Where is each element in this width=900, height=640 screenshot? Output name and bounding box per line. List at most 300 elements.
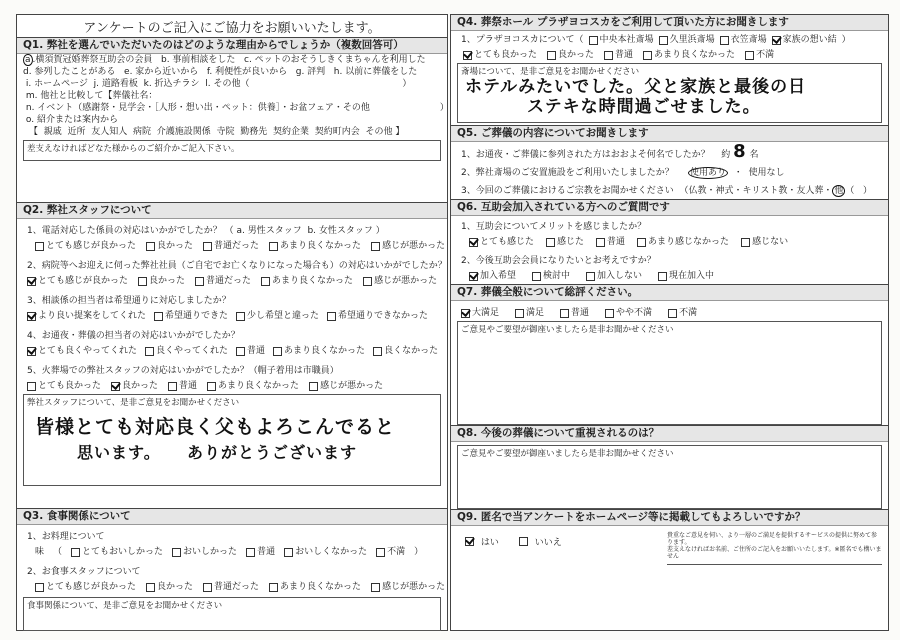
q6-q2-opt2-label: 検討中 [543, 271, 571, 281]
checkbox-icon [35, 583, 44, 592]
checkbox-icon [145, 347, 154, 356]
q2-heading: Q2. 弊社スタッフについて [17, 203, 447, 219]
q4-q1-opt4-label: あまり良くなかった [654, 50, 736, 60]
q1-line2 [17, 66, 447, 78]
q2-q1-opt2-label: 良かった [157, 241, 194, 251]
q2-q5-opt1-label: とても良かった [38, 381, 102, 391]
hall-chuo-label: 中央本社斎場 [599, 35, 654, 45]
q1-line6 [17, 114, 447, 126]
checkbox-icon [146, 583, 155, 592]
q9-note [667, 532, 882, 565]
q2-q5-opt3-label: 普通 [179, 381, 198, 391]
religion-open: （ [679, 186, 689, 196]
q2-q5-opt2[interactable] [111, 380, 158, 392]
q6-q2-opt3-label: 加入しない [597, 271, 643, 281]
q1-option-d[interactable]: d. 参列したことがある [23, 67, 116, 77]
referral-contract-town[interactable]: 契約町内会 [314, 127, 360, 137]
q6-q1-opt4[interactable] [637, 236, 729, 248]
q6-q1-opt3-label: 普通 [607, 237, 626, 247]
referral-neighbors[interactable]: 近所 [67, 127, 86, 137]
q1-line4 [17, 90, 447, 102]
checkbox-icon [154, 312, 163, 321]
referral-workplace[interactable]: 勤務先 [240, 127, 268, 137]
checkbox-icon [236, 312, 245, 321]
q2-q1-opt4[interactable] [269, 240, 361, 252]
q6-q1-opt1-label: とても感じた [480, 237, 535, 247]
referral-contract-company[interactable]: 契約企業 [273, 127, 310, 137]
q1-heading: Q1. 弊社を選んでいただいたのはどのような理由からでしょうか（複数回答可） [17, 38, 447, 54]
q2-q2-opt1[interactable] [27, 275, 128, 287]
q3-q2-opt5[interactable] [371, 581, 445, 593]
checkbox-icon [371, 583, 380, 592]
q1-line3 [17, 78, 447, 90]
q9-row [451, 526, 888, 565]
q2-q4-opt2-label: 良くやってくれた [156, 346, 229, 356]
q4-q1-opt5-label: 不満 [756, 50, 775, 60]
q4-comment-box[interactable] [457, 63, 882, 123]
q2-question3: 3、相談係の担当者は希望通りに対応しましたか？ [27, 296, 231, 306]
religion-buddhism[interactable]: 仏教 [688, 186, 707, 196]
q3-q1-close: ） [414, 547, 424, 557]
q3-q2-opt5-label: 感じが悪かった [382, 582, 446, 592]
q2-q4-opt5[interactable] [373, 345, 438, 357]
q3-q2-opt1-label: とても感じが良かった [46, 582, 137, 592]
q2-q1-opt2[interactable] [146, 240, 193, 252]
q6-q1-opt1[interactable] [469, 236, 534, 248]
facility-separator: ・ [733, 168, 743, 178]
q7-options [451, 307, 888, 319]
checkbox-icon [596, 238, 605, 247]
checkbox-icon [71, 548, 80, 557]
q2-q4-opt1-label: とても良くやってくれた [38, 346, 138, 356]
q2-q4-opt5-label: 良くなかった [384, 346, 439, 356]
q2-q5-opt3[interactable] [168, 380, 197, 392]
q3-q1-opt5[interactable] [376, 546, 405, 558]
q4-question1 [451, 34, 888, 46]
q2-q2-opt2[interactable] [138, 275, 185, 287]
q2-q3-opt3-label: 少し希望と違った [247, 311, 320, 321]
q1-option-h[interactable]: h. 以前に葬儀をした [333, 67, 418, 77]
q5-question2 [451, 167, 888, 179]
religion-others-list[interactable]: ・神式・キリスト教・友人葬・ [706, 186, 833, 196]
checkbox-checked-icon [461, 309, 470, 318]
q9-no[interactable] [519, 535, 562, 548]
q2-question1: 1、電話対応した係員の対応はいかがでしたか？ （ a. 男性スタッフ b. 女性スタッフ ） [27, 226, 385, 236]
q1-option-a-label: .横須賀冠婚葬祭互助会の会員 [32, 55, 153, 65]
q5-question3-text: 3、今回のご葬儀におけるご宗教をお聞かせください [461, 186, 674, 196]
religion-other[interactable]: 他 [834, 186, 844, 196]
checkbox-icon [637, 238, 646, 247]
q2-handwriting-line2 [27, 440, 437, 466]
q1-section [17, 38, 447, 203]
checkbox-icon [741, 238, 750, 247]
q1-line5 [17, 102, 447, 114]
q3-q1-opt5-label: 不満 [387, 547, 406, 557]
q2-q2-opt5[interactable] [363, 275, 437, 287]
q1-comment-label: 差支えなければどなた様からのご紹介かご記入下さい。 [27, 144, 240, 154]
q9-note-line2: 差支えなければお名前、ご住所のご記入をお願いいたします。※匿名でも構いません [667, 546, 882, 560]
q1-line7 [17, 126, 447, 138]
q4-handwriting-line2: ステキな時間過ごせました。 [527, 97, 761, 117]
q3-q2-opt3-label: 普通だった [214, 582, 260, 592]
q4-comment-label: 斎場について、是非ご意見をお聞かせください [461, 67, 640, 77]
form-title: アンケートのご記入にご協力をお願いいたします。 [17, 15, 447, 38]
hall-kinugasa-label: 衣笠斎場 [730, 35, 767, 45]
referral-friends[interactable]: 友人知人 [91, 127, 128, 137]
q2-q4-opt3-label: 普通 [247, 346, 266, 356]
q7-opt5[interactable] [668, 307, 697, 319]
q2-q1-opt1[interactable] [35, 240, 136, 252]
q6-q1-opt3[interactable] [596, 236, 625, 248]
q1-option-a[interactable]: a [25, 55, 31, 65]
q2-q2-opt3[interactable] [195, 275, 251, 287]
q2-comment-label: 弊社スタッフについて、是非ご意見をお聞かせください [27, 398, 240, 408]
q2-comment-box[interactable] [23, 394, 441, 486]
q9-yes[interactable] [465, 535, 499, 548]
q3-q2-opt4[interactable] [269, 581, 361, 593]
q2-q3-opt3[interactable] [236, 310, 319, 322]
checkbox-icon [371, 242, 380, 251]
checkbox-icon [246, 548, 255, 557]
religion-other-open: （ [845, 186, 855, 196]
checkbox-checked-icon [27, 277, 36, 286]
facility-used[interactable]: 使用あり [690, 168, 727, 178]
q2-q4-opt4[interactable] [273, 345, 365, 357]
q9-heading: Q9. 匿名で当アンケートをホームページ等に掲載してもよろしいですか？ [451, 510, 888, 526]
q3-q2-opt3[interactable] [203, 581, 259, 593]
checkbox-icon [284, 548, 293, 557]
q8-comment-label: ご意見やご要望が御座いましたら是非お聞かせください [461, 449, 674, 459]
checkbox-icon [668, 309, 677, 318]
checkbox-icon [658, 272, 667, 281]
q3-q1-opt4[interactable] [284, 546, 367, 558]
q4-question1-text: 1、プラザヨコスカについて（ [461, 35, 584, 45]
q3-question1: 1、お料理について [27, 532, 105, 542]
approx-label: 約 [721, 150, 731, 160]
q7-opt2-label: 満足 [526, 308, 545, 318]
checkbox-icon [745, 51, 754, 60]
checkbox-checked-icon [27, 312, 36, 321]
q2-q1-opt5-label: 感じが悪かった [382, 241, 446, 251]
q4-q1-options [451, 49, 888, 61]
q3-heading: Q3. 食事関係について [17, 509, 447, 525]
q1-option-j[interactable]: j. 道路看板 [93, 79, 138, 89]
q3-section [17, 509, 447, 631]
q1-option-n[interactable]: n. イベント（感謝祭・見学会・［人形・想い出・ペット：供養］・お盆フェア・その他 [25, 103, 370, 113]
q2-q4-opt1[interactable] [27, 345, 137, 357]
checkbox-checked-icon [27, 347, 36, 356]
checkbox-checked-icon [772, 36, 781, 45]
checkbox-icon [172, 548, 181, 557]
q3-q1-opt2[interactable] [172, 546, 237, 558]
checkbox-checked-icon [463, 51, 472, 60]
hall-chuo[interactable] [589, 34, 654, 46]
q1-option-o[interactable]: o. 紹介または案内から [25, 115, 118, 125]
q3-q2-opt2-label: 良かった [157, 582, 194, 592]
checkbox-icon [605, 309, 614, 318]
q2-q2-opt4[interactable] [261, 275, 353, 287]
q3-q1-opt2-label: おいしかった [183, 547, 238, 557]
q1-option-g[interactable]: g. 評判 [295, 67, 326, 77]
q2-q4-opt2[interactable] [145, 345, 228, 357]
q2-question5: 5、火葬場での弊社スタッフの対応はいかがでしたか？（帽子着用は市職員） [27, 366, 339, 376]
q2-q5-opt5[interactable] [309, 380, 383, 392]
q2-q5-opt1[interactable] [27, 380, 101, 392]
hall-kurihama-label: 久里浜斎場 [669, 35, 715, 45]
checkbox-icon [207, 382, 216, 391]
q1-option-n-close: ） [439, 103, 449, 113]
q2-q5-opt2-label: 良かった [122, 381, 159, 391]
q5-question1 [451, 141, 888, 162]
q2-q3-options [17, 310, 447, 322]
q6-question1: 1、互助会についてメリットを感じましたか？ [461, 222, 647, 232]
referral-relatives[interactable]: 親戚 [43, 127, 62, 137]
q6-q2-opt4-label: 現在加入中 [669, 271, 715, 281]
q3-q1-opt1-label: とてもおいしかった [82, 547, 164, 557]
q1-option-i[interactable]: i. ホームページ [25, 79, 88, 89]
checkbox-icon [589, 36, 598, 45]
q3-q1-opt4-label: おいしくなかった [295, 547, 368, 557]
checkbox-icon [519, 537, 528, 546]
q7-opt3[interactable] [560, 307, 589, 319]
q6-q2-opt3[interactable] [586, 270, 642, 282]
right-column [450, 14, 889, 631]
checkbox-icon [376, 548, 385, 557]
checkbox-icon [532, 272, 541, 281]
q2-q4-opt4-label: あまり良くなかった [284, 346, 366, 356]
q2-q1-opt4-label: あまり良くなかった [280, 241, 362, 251]
q2-q2-opt5-label: 感じが悪かった [374, 276, 438, 286]
q3-q2-opt1[interactable] [35, 581, 136, 593]
referral-temple[interactable]: 寺院 [216, 127, 235, 137]
q2-q3-opt4-label: 希望通りできなかった [338, 311, 429, 321]
checkbox-icon [261, 277, 270, 286]
q8-heading: Q8. 今後の葬儀について重視されるのは？ [451, 426, 888, 442]
q2-q5-opt5-label: 感じが悪かった [320, 381, 384, 391]
q4-q1-opt2[interactable] [547, 49, 594, 61]
q6-q2-opt1[interactable] [469, 270, 516, 282]
q9-section [451, 510, 888, 610]
q7-opt1[interactable] [461, 307, 499, 319]
q2-q1-opt3-label: 普通だった [214, 241, 260, 251]
q3-q1-opt3[interactable] [246, 546, 275, 558]
q7-opt4[interactable] [605, 307, 652, 319]
q3-q1-options: 味 （ とてもおいしかった おいしかった 普通 おいしくなかった 不満 ） [35, 547, 424, 557]
checkbox-icon [203, 242, 212, 251]
q7-section [451, 285, 888, 426]
q2-q5-opt4-label: あまり良くなかった [218, 381, 300, 391]
checkbox-icon [643, 51, 652, 60]
q7-comment-label: ご意見やご要望が御座いましたら是非お聞かせください [461, 325, 674, 335]
q6-q1-options [451, 236, 888, 248]
q4-section [451, 15, 888, 126]
checkbox-icon [327, 312, 336, 321]
q1-option-f[interactable]: f. 利便性が良いから [206, 67, 288, 77]
unit-label: 名 [749, 150, 759, 160]
q6-q2-opt1-label: 加入希望 [480, 271, 517, 281]
q6-heading: Q6. 互助会加入されている方へのご質問です [451, 200, 888, 216]
q6-q1-opt2-label: 感じた [557, 237, 585, 247]
checkbox-icon [35, 242, 44, 251]
referral-hospital[interactable]: 病院 [133, 127, 152, 137]
q1-option-m[interactable]: m. 他社と比較して【葬儀社名： [25, 91, 158, 101]
q3-comment-label: 食事関係について、是非ご意見をお聞かせください [27, 601, 223, 611]
checkbox-icon [720, 36, 729, 45]
q4-q1-opt5[interactable] [745, 49, 774, 61]
checkbox-icon [363, 277, 372, 286]
q1-option-c[interactable]: c. ペットのおそうしきくまちゃんを利用した [244, 55, 426, 65]
q6-q1-opt2[interactable] [546, 236, 584, 248]
hall-close: ） [841, 35, 851, 45]
checkbox-checked-icon [465, 537, 474, 546]
checkbox-icon [546, 238, 555, 247]
q6-question2: 2、今後互助会会員になりたいとお考えですか？ [461, 256, 656, 266]
q2-handwriting-line3: ありがとうございます [187, 443, 358, 462]
facility-not-used[interactable]: 使用なし [748, 168, 785, 178]
checkbox-checked-icon [111, 382, 120, 391]
checkbox-icon [269, 242, 278, 251]
q4-q1-opt3-label: 普通 [615, 50, 634, 60]
q3-q2-options [17, 581, 447, 593]
q3-q2-opt2[interactable] [146, 581, 193, 593]
q7-comment-box[interactable] [457, 321, 882, 425]
q1-line1 [17, 54, 447, 66]
q4-heading: Q4. 葬祭ホール プラザヨコスカをご利用して頂いた方にお聞きします [451, 15, 888, 31]
q3-comment-box[interactable] [23, 597, 441, 631]
q2-q2-opt3-label: 普通だった [206, 276, 252, 286]
q6-q1-opt5[interactable] [741, 236, 788, 248]
q9-name-line[interactable] [667, 560, 882, 565]
q8-section [451, 426, 888, 510]
q2-q2-opt1-label: とても感じが良かった [38, 276, 129, 286]
q2-q3-opt1[interactable] [27, 310, 146, 322]
checkbox-icon [168, 382, 177, 391]
q6-q1-opt4-label: あまり感じなかった [648, 237, 730, 247]
hall-kazoku-label: 家族の想い結 [782, 35, 837, 45]
q1-comment-box[interactable] [23, 140, 441, 161]
q1-option-l[interactable]: l. その他（ [205, 79, 250, 89]
q4-q1-opt3[interactable] [604, 49, 633, 61]
q3-q1-opt3-label: 普通 [257, 547, 276, 557]
q2-q5-options [17, 380, 447, 392]
q4-q1-opt1-label: とても良かった [474, 50, 538, 60]
q9-no-label: いいえ [534, 538, 562, 548]
q2-q2-options [17, 275, 447, 287]
q1-option-e[interactable]: e. 家から近いから [124, 67, 199, 77]
checkbox-icon [515, 309, 524, 318]
q2-q2-opt4-label: あまり良くなかった [272, 276, 354, 286]
checkbox-icon [203, 583, 212, 592]
q7-opt1-label: 大満足 [472, 308, 500, 318]
q2-q4-options [17, 345, 447, 357]
q2-q3-opt4[interactable] [327, 310, 428, 322]
bracket-close: 】 [395, 127, 405, 137]
q4-q1-opt2-label: 良かった [558, 50, 595, 60]
staff-close: ） [375, 226, 385, 236]
q5-question2-text: 2、弊社斎場のご安置施設をご利用いたしましたか？ [461, 168, 674, 178]
checkbox-checked-icon [469, 272, 478, 281]
taste-label: 味 [35, 547, 45, 557]
checkbox-icon [659, 36, 668, 45]
q2-q3-opt2[interactable] [154, 310, 228, 322]
referral-care-facility[interactable]: 介護施設関係 [156, 127, 211, 137]
checkbox-checked-icon [469, 238, 478, 247]
q1-option-k[interactable]: k. 折込チラシ [143, 79, 200, 89]
q6-q2-opt4[interactable] [658, 270, 714, 282]
q7-opt4-label: やや不満 [616, 308, 653, 318]
checkbox-icon [586, 272, 595, 281]
checkbox-icon [309, 382, 318, 391]
q2-q1-opt5[interactable] [371, 240, 445, 252]
checkbox-icon [146, 242, 155, 251]
q7-opt5-label: 不満 [679, 308, 698, 318]
q2-q2-opt2-label: 良かった [149, 276, 186, 286]
q5-section [451, 126, 888, 200]
bracket-open: 【 [29, 127, 39, 137]
q2-q5-opt4[interactable] [207, 380, 299, 392]
q2-section [17, 203, 447, 509]
q7-heading: Q7. 葬儀全般について総評ください。 [451, 285, 888, 301]
hall-kazoku[interactable] [772, 34, 837, 46]
checkbox-icon [273, 347, 282, 356]
q1-option-l-close: ） [402, 79, 412, 89]
male-staff-option[interactable]: a. 男性スタッフ [236, 226, 302, 236]
checkbox-icon [269, 583, 278, 592]
religion-close: ） [862, 186, 872, 196]
q2-handwriting-line1: 皆様とても対応良く父もよろこんでると [35, 416, 396, 438]
hall-kinugasa[interactable] [720, 34, 767, 46]
q4-q1-opt4[interactable] [643, 49, 735, 61]
q6-section [451, 200, 888, 285]
q2-q1-opt3[interactable] [203, 240, 259, 252]
q2-question4: 4、お通夜・葬儀の担当者の対応はいかがでしたか？ [27, 331, 240, 341]
q2-q1-opt1-label: とても感じが良かった [46, 241, 137, 251]
q3-q2-opt4-label: あまり良くなかった [280, 582, 362, 592]
hall-kurihama[interactable] [659, 34, 715, 46]
q9-note-line1: 貴重なご意見を伺い、より一層のご満足を提供するサービスの提供に努めて参ります。 [667, 532, 878, 546]
q3-question2: 2、お食事スタッフについて [27, 567, 141, 577]
checkbox-icon [560, 309, 569, 318]
q5-heading: Q5. ご葬儀の内容についてお聞きします [451, 126, 888, 142]
checkbox-icon [547, 51, 556, 60]
q2-question2: 2、病院等へお迎えに伺った弊社社員（ご自宅でお亡くなりになった場合も）の対応はいかがでしたか？ [27, 261, 447, 271]
q3-q1-opt1[interactable] [71, 546, 163, 558]
checkbox-icon [236, 347, 245, 356]
q2-q3-opt1-label: より良い提案をしてくれた [38, 311, 147, 321]
q5-question3 [451, 185, 888, 197]
q6-q1-opt5-label: 感じない [752, 237, 789, 247]
q6-q2-opt2[interactable] [532, 270, 570, 282]
q2-q1-options [17, 240, 447, 252]
q8-comment-box[interactable] [457, 445, 882, 509]
referral-other[interactable]: その他 [365, 127, 393, 137]
q1-option-b[interactable]: b. 事前相談をした [160, 55, 236, 65]
q7-opt3-label: 普通 [571, 308, 590, 318]
q2-q4-opt3[interactable] [236, 345, 265, 357]
q2-q3-opt2-label: 希望通りできた [165, 311, 229, 321]
q9-yes-label: はい [480, 538, 499, 548]
female-staff-option[interactable]: b. 女性スタッフ [307, 226, 373, 236]
q2-question1-text: 1、電話対応した係員の対応はいかがでしたか？ [27, 226, 222, 236]
q7-opt2[interactable] [515, 307, 544, 319]
checkbox-icon [195, 277, 204, 286]
checkbox-icon [604, 51, 613, 60]
attendee-count[interactable]: 8 [733, 141, 747, 162]
q6-q2-options [451, 270, 888, 282]
left-column [16, 14, 448, 631]
q2-handwriting-line2-text: 思います。 [77, 443, 161, 462]
q4-q1-opt1[interactable] [463, 49, 537, 61]
